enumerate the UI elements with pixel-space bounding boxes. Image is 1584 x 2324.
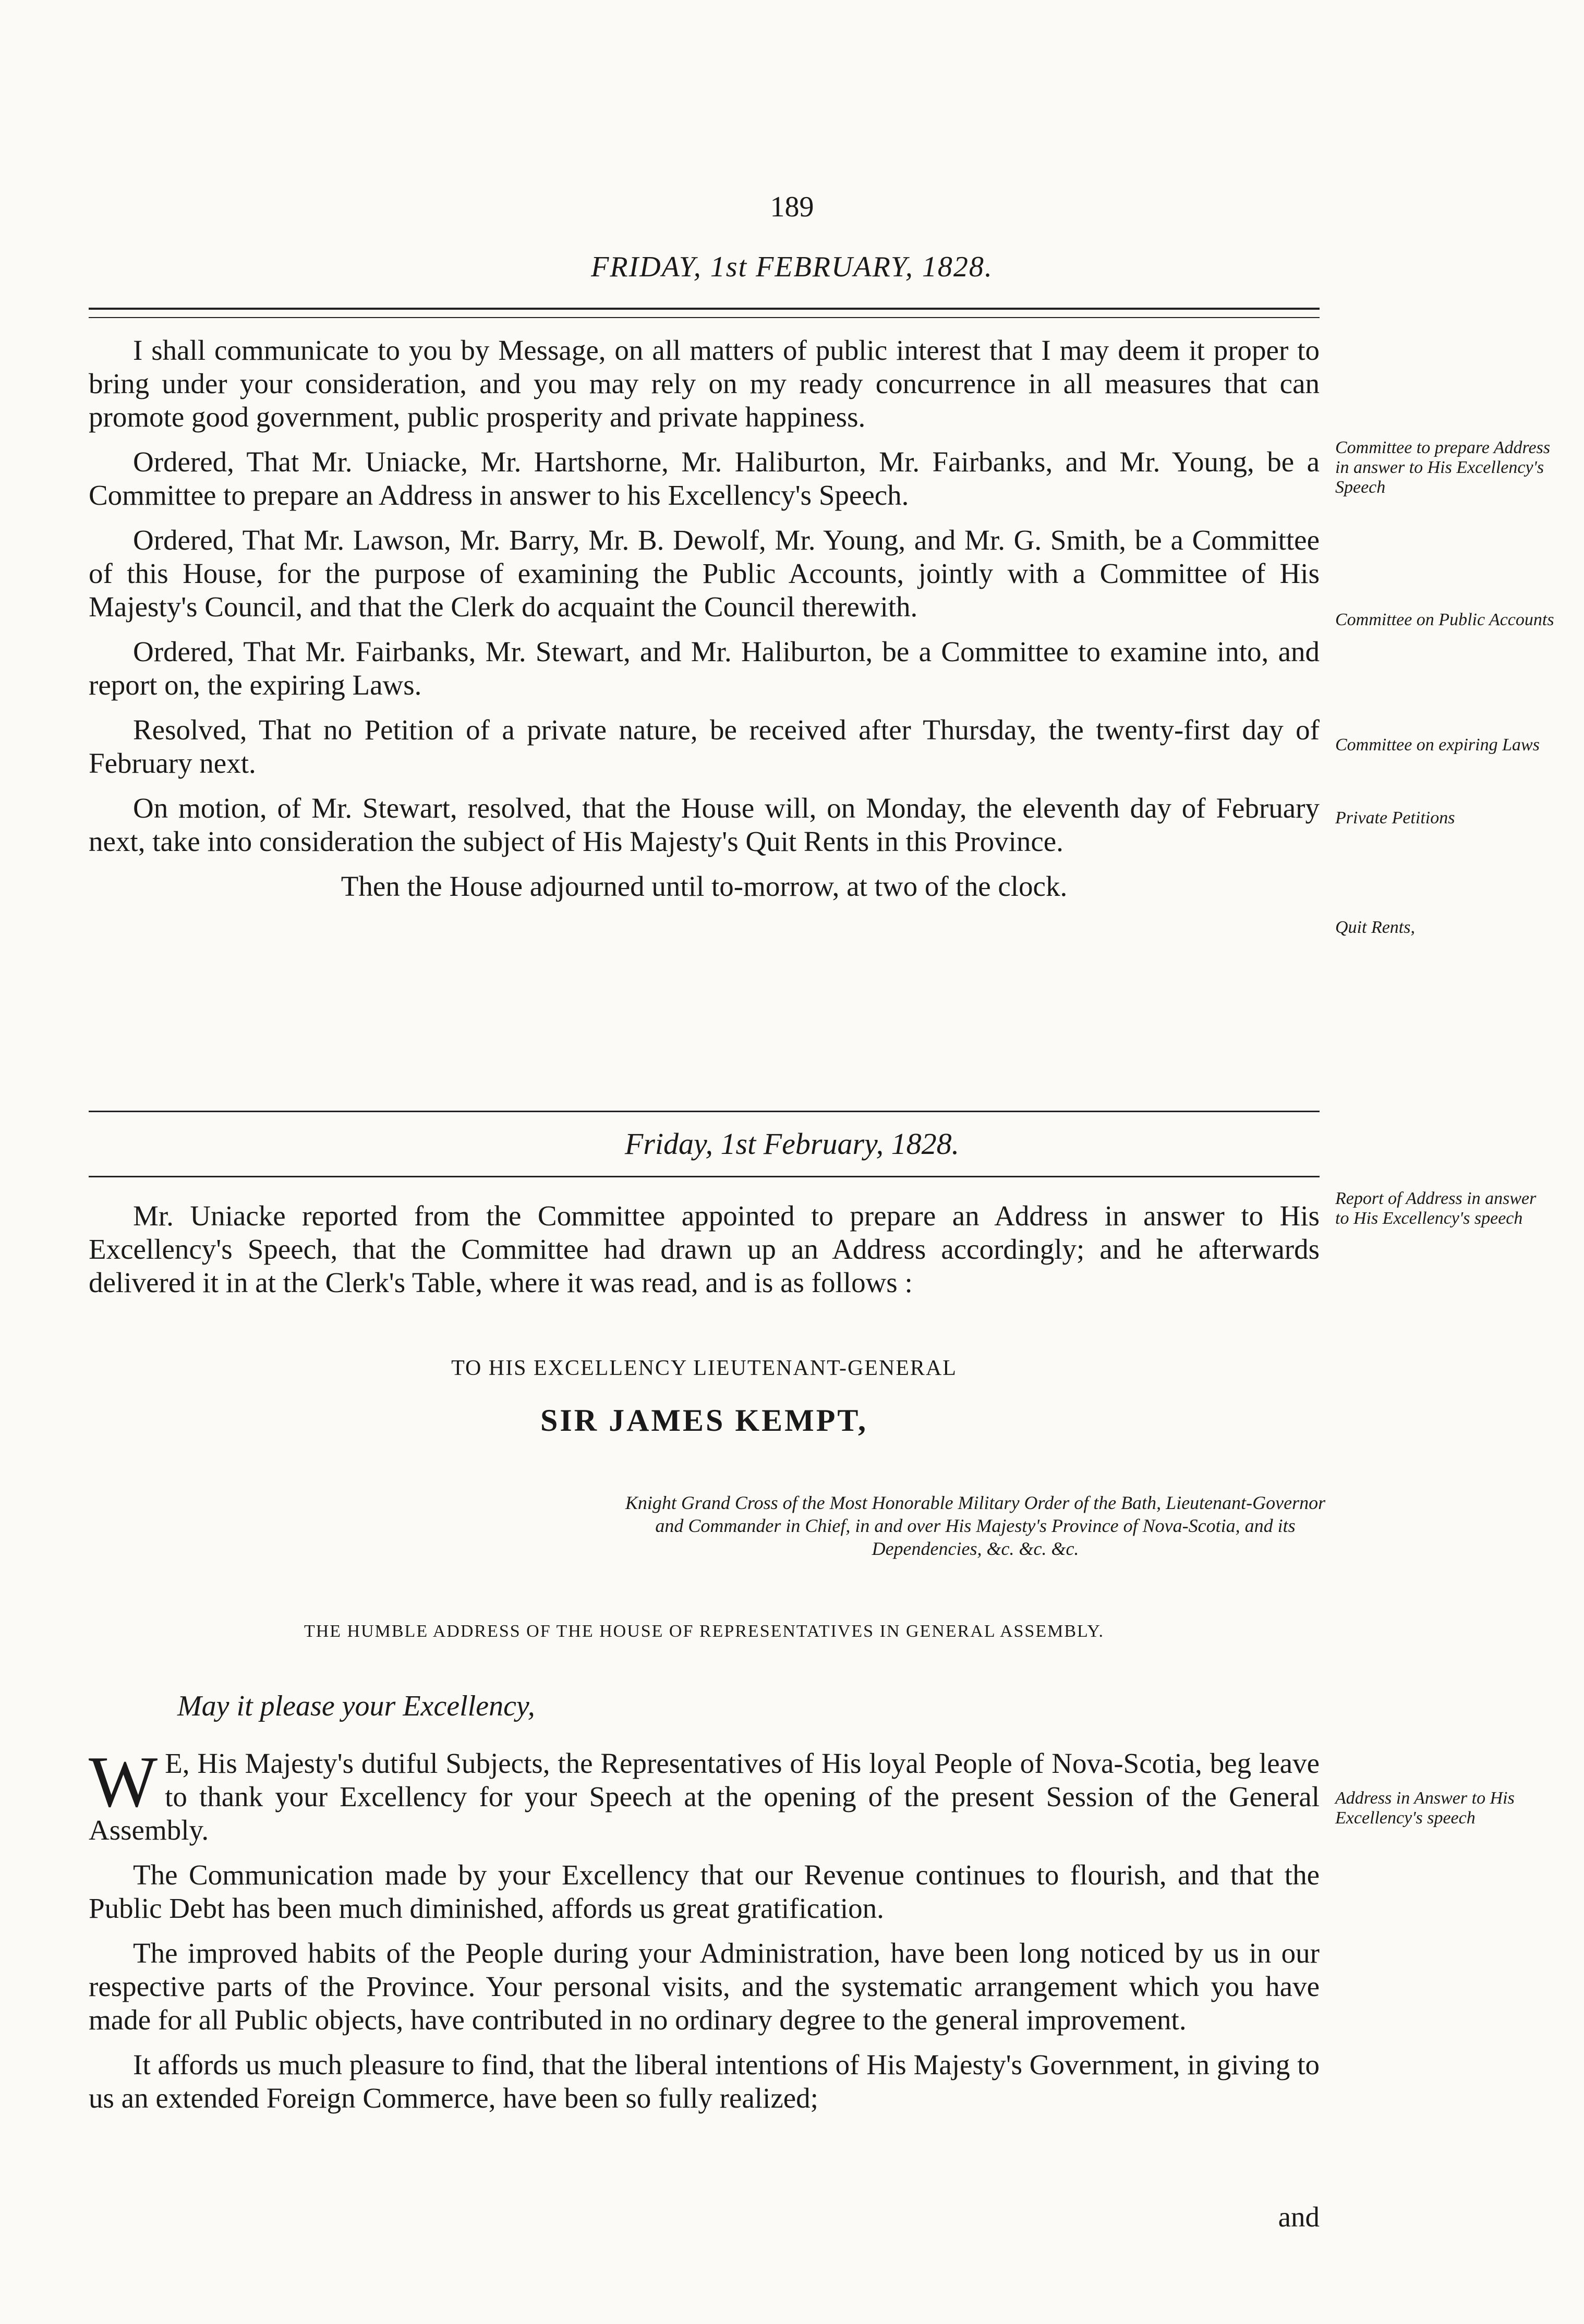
margin-note-address-answer: Address in Answer to His Excellency's speech [1335,1788,1515,1828]
address-body [89,1742,1320,2126]
address-first-paragraph [89,1742,1320,1847]
margin-note-quit-rents: Quit Rents, [1335,918,1415,937]
salutation: May it please your Excellency, [177,1690,535,1722]
margin-note-report: Report of Address in answer to His Excellency's speech [1335,1189,1537,1228]
address-titles: Knight Grand Cross of the Most Honorable Military Order of the Bath, Lieutenant-Governor and Commander in Chief, in and over His Majesty's Province of Nova-Scotia, and its Dependencies, &c. &c. &c. [625,1492,1326,1559]
address-paragraph-commerce: It affords us much pleasure to find, that the liberal intentions of His Majesty's Government, in giving to us an extended Foreign Commerce, have been so fully realized; [89,2049,1320,2114]
address-paragraph-improvement: The improved habits of the People during your Administration, have been long noticed by us in our respective parts of the Province. Your personal visits, and the systematic arrangement which you have made for all Public objects, have contributed in no ordinary degree to the general improvement. [89,1937,1320,2036]
section-rule [89,1111,1320,1112]
address-name: SIR JAMES KEMPT, [540,1403,868,1438]
margin-note-public-accounts: Committee on Public Accounts [1335,610,1554,629]
humble-address-heading: THE HUMBLE ADDRESS OF THE HOUSE OF REPRESENTATIVES IN GENERAL ASSEMBLY. [304,1622,1105,1641]
top-double-rule [89,308,1320,318]
subheading-rule [89,1176,1320,1177]
margin-note-private-petitions: Private Petitions [1335,808,1455,828]
margin-note-expiring-laws: Committee on expiring Laws [1335,735,1540,755]
address-to-line: TO HIS EXCELLENCY LIEUTENANT-GENERAL [451,1356,957,1380]
proceedings-block [89,334,1320,915]
paragraph-address-committee: Ordered, That Mr. Uniacke, Mr. Hartshorne, Mr. Haliburton, Mr. Fairbanks, and Mr. Young, be a Committee to prepare an Address in answer to his Excellency's Speech. [89,446,1320,511]
paragraph-report: Mr. Uniacke reported from the Committee appointed to prepare an Address in answer to His Excellency's Speech, that the Committee had drawn up an Address accordingly; and he afterwards delivered it in at the Clerk's Table, where it was read, and is as follows : [89,1200,1320,1298]
address-paragraph-revenue: The Communication made by your Excellency that our Revenue continues to flourish, and that the Public Debt has been much diminished, affords us great gratification. [89,1859,1320,1924]
paragraph-expiring-laws: Ordered, That Mr. Fairbanks, Mr. Stewart, and Mr. Haliburton, be a Committee to examine into, and report on, the expiring Laws. [89,636,1320,701]
subheading: Friday, 1st February, 1828. [624,1127,960,1161]
paragraph-message: I shall communicate to you by Message, on all matters of public interest that I may deem it proper to bring under your consideration, and you may rely on my ready concurrence in all measures that can promote good government, public prosperity and private happiness. [89,334,1320,433]
page-number: 189 [770,191,814,223]
address-first-text: E, His Majesty's dutiful Subjects, the Representatives of His loyal People of Nova-Scotia, beg leave to thank your Excellency for your Speech at the opening of the present Session of the General Assembly. [89,1747,1320,1846]
margin-note-address-committee: Committee to prepare Address in answer to His Excellency's Speech [1335,438,1551,497]
report-block [89,1199,1320,1311]
dateline: FRIDAY, 1st FEBRUARY, 1828. [591,251,993,283]
drop-cap: W [89,1742,158,1822]
paragraph-quit-rents: On motion, of Mr. Stewart, resolved, that the House will, on Monday, the eleventh day of February next, take into consideration the subject of His Majesty's Quit Rents in this Province. [89,792,1320,857]
paragraph-adjourned: Then the House adjourned until to-morrow, at two of the clock. [341,870,1068,902]
paragraph-accounts-committee: Ordered, That Mr. Lawson, Mr. Barry, Mr. B. Dewolf, Mr. Young, and Mr. G. Smith, be a Committee of this House, for the purpose of examining the Public Accounts, jointly with a Committee of His Majesty's Council, and that the Clerk do acquaint the Council therewith. [89,524,1320,623]
catchword: and [1278,2201,1320,2233]
paragraph-private-petitions: Resolved, That no Petition of a private nature, be received after Thursday, the twenty-first day of February next. [89,714,1320,779]
